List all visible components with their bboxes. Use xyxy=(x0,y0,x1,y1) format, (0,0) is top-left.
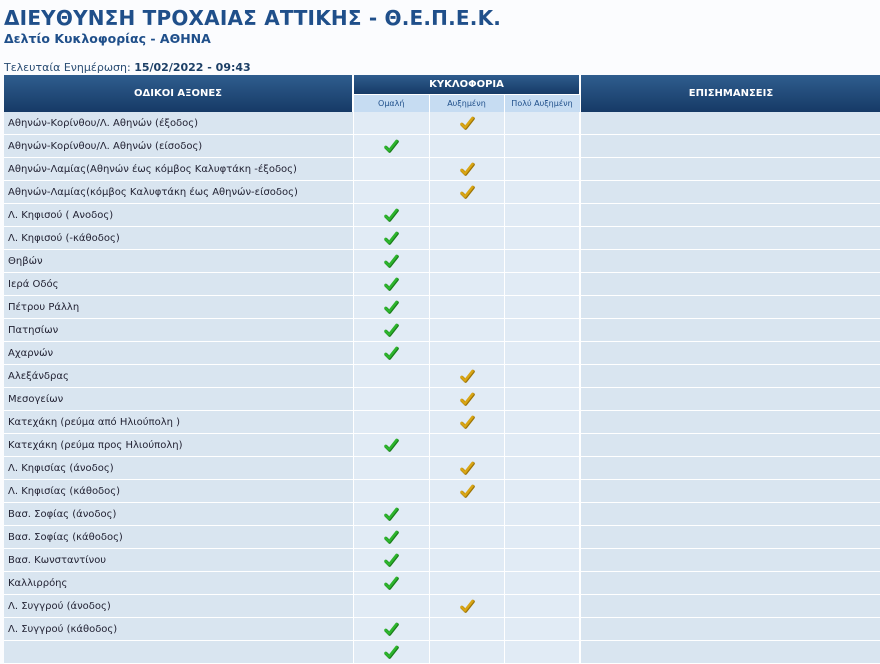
road-name: Λ. Κηφισίας (κάθοδος) xyxy=(4,480,353,503)
checkmark-icon xyxy=(383,552,399,568)
road-name xyxy=(4,641,353,664)
status-cell-normal xyxy=(353,250,429,273)
notes-cell xyxy=(580,526,880,549)
checkmark-icon xyxy=(459,391,475,407)
status-cell-very-increased xyxy=(504,112,580,135)
status-cell-increased xyxy=(429,319,504,342)
road-name: Ιερά Οδός xyxy=(4,273,353,296)
table-row xyxy=(4,641,880,664)
status-cell-increased xyxy=(429,480,504,503)
notes-cell xyxy=(580,572,880,595)
notes-cell xyxy=(580,296,880,319)
road-name: Βασ. Σοφίας (κάθοδος) xyxy=(4,526,353,549)
table-row xyxy=(4,204,880,227)
road-name: Κατεχάκη (ρεύμα από Ηλιούπολη ) xyxy=(4,411,353,434)
column-header-roads: ΟΔΙΚΟΙ ΑΞΟΝΕΣ xyxy=(4,75,353,112)
checkmark-icon xyxy=(383,506,399,522)
notes-cell xyxy=(580,181,880,204)
table-row xyxy=(4,158,880,181)
checkmark-icon xyxy=(383,299,399,315)
checkmark-icon xyxy=(383,276,399,292)
status-cell-normal xyxy=(353,595,429,618)
notes-cell xyxy=(580,158,880,181)
status-cell-very-increased xyxy=(504,572,580,595)
table-row xyxy=(4,549,880,572)
status-cell-normal xyxy=(353,434,429,457)
status-cell-very-increased xyxy=(504,365,580,388)
status-cell-very-increased xyxy=(504,480,580,503)
notes-cell xyxy=(580,549,880,572)
road-name: Αχαρνών xyxy=(4,342,353,365)
table-row xyxy=(4,457,880,480)
notes-cell xyxy=(580,503,880,526)
status-cell-very-increased xyxy=(504,227,580,250)
notes-cell xyxy=(580,480,880,503)
status-cell-increased xyxy=(429,227,504,250)
road-name: Λ. Κηφισού ( Ανοδος) xyxy=(4,204,353,227)
checkmark-icon xyxy=(383,138,399,154)
status-cell-very-increased xyxy=(504,388,580,411)
status-cell-normal xyxy=(353,618,429,641)
road-name: Αθηνών-Κορίνθου/Λ. Αθηνών (είσοδος) xyxy=(4,135,353,158)
status-cell-increased xyxy=(429,135,504,158)
notes-cell xyxy=(580,618,880,641)
status-cell-very-increased xyxy=(504,503,580,526)
status-cell-normal xyxy=(353,572,429,595)
table-row xyxy=(4,434,880,457)
notes-cell xyxy=(580,135,880,158)
checkmark-icon xyxy=(459,161,475,177)
status-cell-normal xyxy=(353,480,429,503)
status-cell-normal xyxy=(353,526,429,549)
status-cell-increased xyxy=(429,549,504,572)
status-cell-very-increased xyxy=(504,204,580,227)
status-cell-normal xyxy=(353,319,429,342)
status-cell-increased xyxy=(429,158,504,181)
status-cell-increased xyxy=(429,572,504,595)
table-row xyxy=(4,388,880,411)
checkmark-icon xyxy=(383,529,399,545)
status-cell-increased xyxy=(429,411,504,434)
checkmark-icon xyxy=(383,575,399,591)
table-row xyxy=(4,135,880,158)
status-cell-normal xyxy=(353,388,429,411)
table-row xyxy=(4,296,880,319)
status-cell-normal xyxy=(353,296,429,319)
road-name: Βασ. Σοφίας (άνοδος) xyxy=(4,503,353,526)
page-title: ΔΙΕΥΘΥΝΣΗ ΤΡΟΧΑΙΑΣ ΑΤΤΙΚΗΣ - Θ.Ε.Π.Ε.Κ. xyxy=(4,6,502,30)
notes-cell xyxy=(580,319,880,342)
status-cell-normal xyxy=(353,158,429,181)
checkmark-icon xyxy=(383,345,399,361)
status-cell-increased xyxy=(429,273,504,296)
notes-cell xyxy=(580,250,880,273)
notes-cell xyxy=(580,457,880,480)
status-cell-very-increased xyxy=(504,342,580,365)
road-name: Μεσογείων xyxy=(4,388,353,411)
status-cell-increased xyxy=(429,112,504,135)
traffic-table xyxy=(4,75,880,664)
status-cell-very-increased xyxy=(504,457,580,480)
last-update-label: Τελευταία Ενημέρωση: xyxy=(4,61,131,74)
notes-cell xyxy=(580,204,880,227)
road-name: Βασ. Κωνσταντίνου xyxy=(4,549,353,572)
column-header-normal: Ομαλή xyxy=(353,94,429,112)
status-cell-increased xyxy=(429,342,504,365)
notes-cell xyxy=(580,434,880,457)
checkmark-icon xyxy=(383,322,399,338)
checkmark-icon xyxy=(383,644,399,660)
notes-cell xyxy=(580,227,880,250)
status-cell-very-increased xyxy=(504,135,580,158)
status-cell-normal xyxy=(353,227,429,250)
status-cell-very-increased xyxy=(504,549,580,572)
table-row xyxy=(4,319,880,342)
checkmark-icon xyxy=(459,598,475,614)
checkmark-icon xyxy=(383,207,399,223)
road-name: Πέτρου Ράλλη xyxy=(4,296,353,319)
page-header xyxy=(4,6,501,47)
status-cell-increased xyxy=(429,434,504,457)
table-row xyxy=(4,526,880,549)
status-cell-normal xyxy=(353,273,429,296)
status-cell-very-increased xyxy=(504,319,580,342)
notes-cell xyxy=(580,411,880,434)
status-cell-increased xyxy=(429,526,504,549)
table-row xyxy=(4,342,880,365)
status-cell-normal xyxy=(353,181,429,204)
status-cell-increased xyxy=(429,181,504,204)
status-cell-increased xyxy=(429,204,504,227)
road-name: Πατησίων xyxy=(4,319,353,342)
column-header-very-increased: Πολύ Αυξημένη xyxy=(504,94,580,112)
table-row xyxy=(4,273,880,296)
column-header-notes: ΕΠΙΣΗΜΑΝΣΕΙΣ xyxy=(580,75,880,112)
road-name: Κατεχάκη (ρεύμα προς Ηλιούπολη) xyxy=(4,434,353,457)
status-cell-normal xyxy=(353,112,429,135)
status-cell-normal xyxy=(353,503,429,526)
table-row xyxy=(4,365,880,388)
notes-cell xyxy=(580,388,880,411)
status-cell-very-increased xyxy=(504,641,580,664)
page-subtitle: Δελτίο Κυκλοφορίας - ΑΘΗΝΑ xyxy=(4,31,211,46)
notes-cell xyxy=(580,112,880,135)
checkmark-icon xyxy=(383,230,399,246)
status-cell-increased xyxy=(429,457,504,480)
status-cell-normal xyxy=(353,135,429,158)
column-header-traffic: ΚΥΚΛΟΦΟΡΙΑ xyxy=(353,75,580,94)
table-row xyxy=(4,227,880,250)
notes-cell xyxy=(580,273,880,296)
status-cell-very-increased xyxy=(504,411,580,434)
notes-cell xyxy=(580,365,880,388)
status-cell-normal xyxy=(353,342,429,365)
checkmark-icon xyxy=(383,621,399,637)
road-name: Λ. Κηφισού (-κάθοδος) xyxy=(4,227,353,250)
status-cell-very-increased xyxy=(504,273,580,296)
status-cell-very-increased xyxy=(504,158,580,181)
notes-cell xyxy=(580,641,880,664)
road-name: Λ. Κηφισίας (άνοδος) xyxy=(4,457,353,480)
status-cell-normal xyxy=(353,457,429,480)
road-name: Θηβών xyxy=(4,250,353,273)
notes-cell xyxy=(580,342,880,365)
table-row xyxy=(4,411,880,434)
checkmark-icon xyxy=(459,414,475,430)
road-name: Αθηνών-Κορίνθου/Λ. Αθηνών (έξοδος) xyxy=(4,112,353,135)
last-update xyxy=(4,61,251,74)
table-row xyxy=(4,112,880,135)
checkmark-icon xyxy=(383,253,399,269)
checkmark-icon xyxy=(383,437,399,453)
table-row xyxy=(4,250,880,273)
status-cell-very-increased xyxy=(504,618,580,641)
status-cell-increased xyxy=(429,365,504,388)
road-name: Καλλιρρόης xyxy=(4,572,353,595)
status-cell-very-increased xyxy=(504,526,580,549)
table-row xyxy=(4,503,880,526)
status-cell-increased xyxy=(429,641,504,664)
status-cell-normal xyxy=(353,641,429,664)
column-header-increased: Αυξημένη xyxy=(429,94,504,112)
status-cell-very-increased xyxy=(504,296,580,319)
status-cell-normal xyxy=(353,549,429,572)
road-name: Αθηνών-Λαμίας(κόμβος Καλυφτάκη έως Αθηνών-είσοδος) xyxy=(4,181,353,204)
table-row xyxy=(4,181,880,204)
road-name: Λ. Συγγρού (κάθοδος) xyxy=(4,618,353,641)
table-row xyxy=(4,595,880,618)
status-cell-very-increased xyxy=(504,595,580,618)
table-row xyxy=(4,480,880,503)
road-name: Αθηνών-Λαμίας(Αθηνών έως κόμβος Καλυφτάκη -έξοδος) xyxy=(4,158,353,181)
road-name: Αλεξάνδρας xyxy=(4,365,353,388)
status-cell-very-increased xyxy=(504,181,580,204)
checkmark-icon xyxy=(459,460,475,476)
table-row xyxy=(4,572,880,595)
table-row xyxy=(4,618,880,641)
status-cell-increased xyxy=(429,250,504,273)
status-cell-normal xyxy=(353,204,429,227)
status-cell-normal xyxy=(353,411,429,434)
road-name: Λ. Συγγρού (άνοδος) xyxy=(4,595,353,618)
status-cell-increased xyxy=(429,595,504,618)
status-cell-increased xyxy=(429,296,504,319)
status-cell-very-increased xyxy=(504,434,580,457)
last-update-value: 15/02/2022 - 09:43 xyxy=(134,61,251,74)
status-cell-increased xyxy=(429,503,504,526)
notes-cell xyxy=(580,595,880,618)
status-cell-increased xyxy=(429,618,504,641)
checkmark-icon xyxy=(459,483,475,499)
checkmark-icon xyxy=(459,184,475,200)
status-cell-increased xyxy=(429,388,504,411)
checkmark-icon xyxy=(459,115,475,131)
checkmark-icon xyxy=(459,368,475,384)
status-cell-normal xyxy=(353,365,429,388)
status-cell-very-increased xyxy=(504,250,580,273)
